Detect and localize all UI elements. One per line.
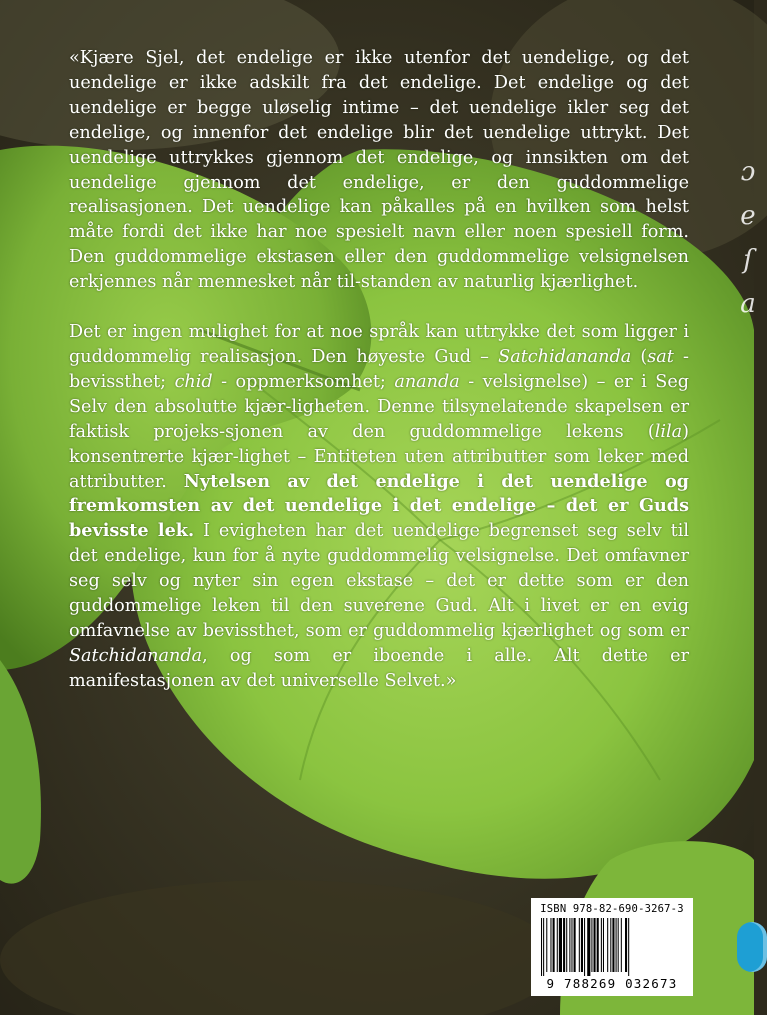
- italic-term: Satchidananda: [69, 645, 203, 666]
- barcode-bar: [594, 918, 596, 972]
- barcode-bar: [625, 918, 627, 972]
- barcode-bar: [621, 918, 622, 972]
- italic-term: lila: [654, 421, 683, 442]
- barcode-bar: [610, 918, 611, 972]
- barcode-bar: [546, 918, 547, 972]
- barcode-digits: 9 788269 032673: [546, 976, 678, 991]
- quote-text: - bevissthet;: [69, 346, 689, 392]
- quote-text: (: [631, 346, 648, 367]
- quote-text: - velsignelse) – er i Seg Selv den absolutte kjær-ligheten. Denne tilsynelatende skapelsen er faktisk projeks-sjonen av den guddommelige lekens (: [69, 371, 690, 442]
- barcode-bar: [566, 918, 567, 972]
- barcode-bar: [553, 918, 555, 972]
- publisher-logo-icon: [737, 922, 767, 972]
- quote-text: Det er ingen mulighet for at noe språk kan uttrykke det som ligger i guddommelig realisasjon. Den høyeste Gud –: [69, 322, 689, 367]
- barcode-bar: [591, 918, 592, 972]
- barcode-bar: [616, 918, 617, 972]
- barcode-bar: [587, 918, 590, 976]
- barcode-bar: [571, 918, 572, 972]
- barcode-bar: [607, 918, 608, 972]
- barcode-bar: [601, 918, 602, 972]
- barcode-bar: [581, 918, 583, 972]
- barcode-bar: [603, 918, 604, 972]
- isbn-label: ISBN 978-82-690-3267-3: [540, 903, 684, 915]
- barcode-bar: [543, 918, 544, 976]
- barcode-bar: [618, 918, 619, 972]
- barcode-bar: [569, 918, 570, 972]
- quote-text: ) konsentrerte kjær-lighet – Entiteten uten attributter som leker med attributter.: [69, 421, 689, 492]
- quote-paragraph-2: [69, 320, 689, 694]
- italic-term: chid: [174, 371, 213, 392]
- quote-text: - oppmerksomhet;: [212, 371, 395, 392]
- barcode-bar: [557, 918, 558, 972]
- barcode-bar: [559, 918, 562, 972]
- quote-text: , og som er iboende i alle. Alt dette er manifestasjonen av det universelle Selvet.»: [69, 645, 689, 691]
- barcode-bar: [584, 918, 585, 976]
- barcode-bar: [550, 918, 551, 972]
- barcode-bar: [597, 918, 599, 972]
- barcode-bar: [628, 918, 629, 976]
- quote-text: I evigheten har det uendelige begrenset seg selv til det endelige, kun for å nyte guddommelig velsignelse. Det omfavner seg selv og nyter sin egen ekstase – det er dette som er den guddommelige leken til den suverene Gud. Alt i livet er en evig omfavnelse av bevissthet, som er guddommelig kjærlighet og som er: [69, 521, 689, 641]
- barcode-bar: [579, 918, 580, 972]
- barcode-bar: [574, 918, 576, 972]
- quote-text: «Kjære Sjel, det endelige er ikke utenfor det uendelige, og det uendelige er ikke adskilt fra det endelige. Det endelige og det uendelige er begge uløselig intime – det uendelige ikler seg det endelige, og innenfor det endelige blir det uendelige uttrykt. Det uendelige uttrykkes gjennom det endelige, og innsikten om det uendelige gjennom det endelige, er den guddommelige realisasjonen. Det uendelige kan påkalles på en hvilken som helst måte fordi det ikke har noe spesielt navn eller noen spesiell form. Den guddommelige ekstasen eller den guddommelige velsignelsen erkjennes når mennesket når til-standen av naturlig kjærlighet.: [69, 48, 689, 293]
- quote-text-block: [69, 46, 689, 694]
- italic-term: sat: [647, 346, 674, 367]
- italic-term: Satchidananda: [498, 346, 632, 367]
- barcode-bar: [541, 918, 542, 976]
- barcode-bar: [612, 918, 614, 972]
- quote-paragraph-1: [69, 46, 689, 295]
- spine-title-fragment: ɔ e ſ a: [740, 157, 756, 319]
- bold-statement: Nytelsen av det endelige i det uendelige og fremkomsten av det uendelige i det endelige – det er Guds bevisste lek.: [69, 470, 689, 542]
- italic-term: ananda: [394, 371, 460, 392]
- barcode-bars: [539, 918, 685, 976]
- barcode-bar: [563, 918, 565, 972]
- isbn-barcode: [531, 898, 693, 996]
